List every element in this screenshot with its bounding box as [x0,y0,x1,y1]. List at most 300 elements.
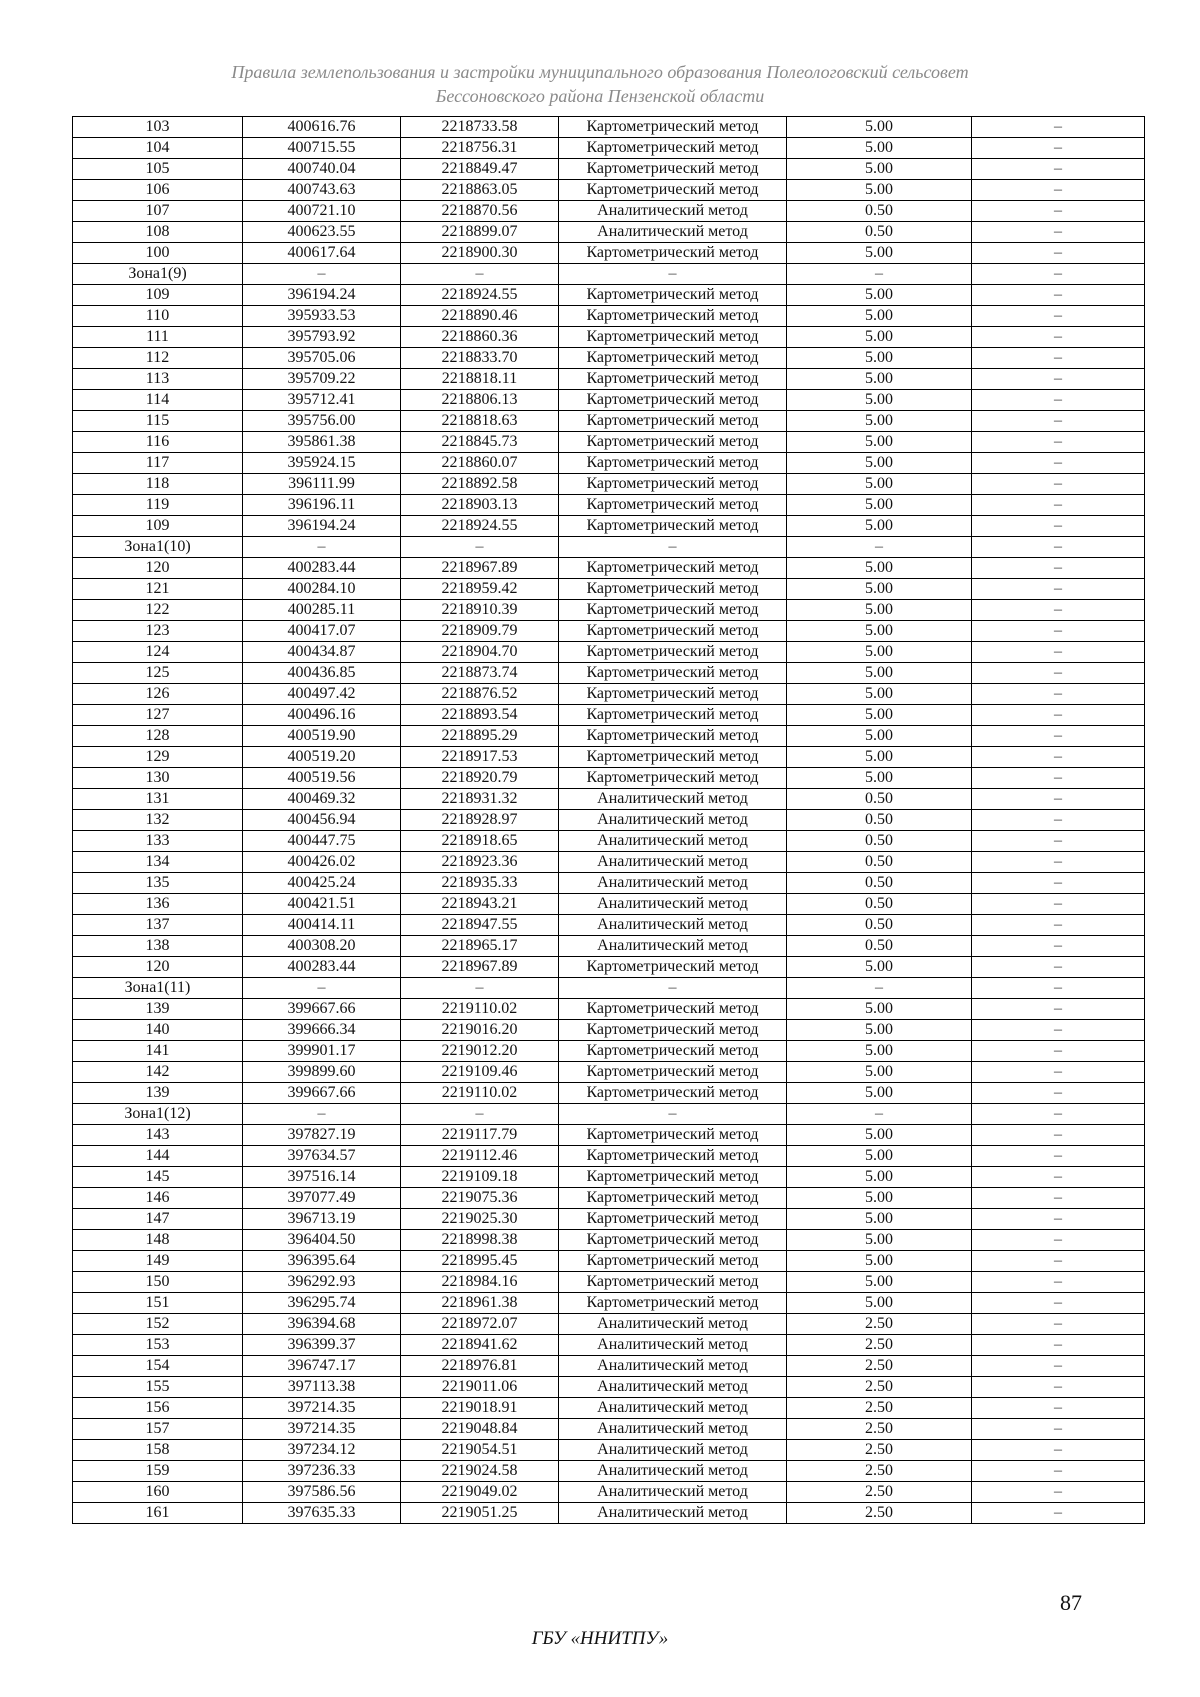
x-coordinate-cell: 399901.17 [243,1041,401,1062]
note-cell: – [972,642,1145,663]
accuracy-cell: 5.00 [787,621,972,642]
y-coordinate-cell: – [401,978,559,999]
table-row [73,1146,1145,1167]
accuracy-cell: 5.00 [787,768,972,789]
coordinates-table-body [73,117,1145,1524]
method-cell: – [559,537,787,558]
note-cell: – [972,684,1145,705]
y-coordinate-cell: 2218998.38 [401,1230,559,1251]
x-coordinate-cell: 400740.04 [243,159,401,180]
note-cell: – [972,915,1145,936]
accuracy-cell: 5.00 [787,1125,972,1146]
x-coordinate-cell: 396194.24 [243,516,401,537]
y-coordinate-cell: 2218806.13 [401,390,559,411]
point-number-cell: 142 [73,1062,243,1083]
point-number-cell: 108 [73,222,243,243]
accuracy-cell: 5.00 [787,1293,972,1314]
table-row [73,201,1145,222]
point-number-cell: Зона1(12) [73,1104,243,1125]
point-number-cell: 126 [73,684,243,705]
method-cell: Картометрический метод [559,726,787,747]
method-cell: Аналитический метод [559,1314,787,1335]
method-cell: Аналитический метод [559,1461,787,1482]
method-cell: Аналитический метод [559,789,787,810]
note-cell: – [972,726,1145,747]
accuracy-cell: 5.00 [787,1020,972,1041]
table-row [73,1503,1145,1524]
method-cell: Аналитический метод [559,1440,787,1461]
y-coordinate-cell: 2218917.53 [401,747,559,768]
zone-header-row [73,978,1145,999]
zone-header-row [73,264,1145,285]
x-coordinate-cell: 397827.19 [243,1125,401,1146]
x-coordinate-cell: 400743.63 [243,180,401,201]
table-row [73,1398,1145,1419]
x-coordinate-cell: 400414.11 [243,915,401,936]
zone-header-row [73,1104,1145,1125]
table-row [73,600,1145,621]
table-row [73,159,1145,180]
note-cell: – [972,1104,1145,1125]
note-cell: – [972,810,1145,831]
method-cell: Картометрический метод [559,1293,787,1314]
accuracy-cell: 0.50 [787,915,972,936]
point-number-cell: 150 [73,1272,243,1293]
table-row [73,789,1145,810]
x-coordinate-cell: 399666.34 [243,1020,401,1041]
point-number-cell: 132 [73,810,243,831]
note-cell: – [972,537,1145,558]
table-row [73,957,1145,978]
point-number-cell: 129 [73,747,243,768]
method-cell: Аналитический метод [559,873,787,894]
note-cell: – [972,1419,1145,1440]
table-row [73,1482,1145,1503]
y-coordinate-cell: 2218909.79 [401,621,559,642]
note-cell: – [972,1020,1145,1041]
note-cell: – [972,978,1145,999]
point-number-cell: 113 [73,369,243,390]
accuracy-cell: 5.00 [787,495,972,516]
y-coordinate-cell: 2218895.29 [401,726,559,747]
y-coordinate-cell: 2218995.45 [401,1251,559,1272]
point-number-cell: 158 [73,1440,243,1461]
method-cell: Картометрический метод [559,306,787,327]
x-coordinate-cell: – [243,537,401,558]
y-coordinate-cell: 2219075.36 [401,1188,559,1209]
table-row [73,873,1145,894]
x-coordinate-cell: 400284.10 [243,579,401,600]
table-row [73,621,1145,642]
y-coordinate-cell: 2218873.74 [401,663,559,684]
x-coordinate-cell: 400425.24 [243,873,401,894]
x-coordinate-cell: 396196.11 [243,495,401,516]
y-coordinate-cell: 2218947.55 [401,915,559,936]
note-cell: – [972,1398,1145,1419]
coordinates-table-wrapper [72,116,1144,1524]
method-cell: Аналитический метод [559,1482,787,1503]
accuracy-cell: 5.00 [787,726,972,747]
y-coordinate-cell: 2219018.91 [401,1398,559,1419]
y-coordinate-cell: 2218935.33 [401,873,559,894]
accuracy-cell: 5.00 [787,327,972,348]
y-coordinate-cell: 2219110.02 [401,999,559,1020]
table-row [73,768,1145,789]
accuracy-cell: 5.00 [787,579,972,600]
method-cell: Аналитический метод [559,915,787,936]
accuracy-cell: 2.50 [787,1335,972,1356]
accuracy-cell: 5.00 [787,705,972,726]
zone-header-row [73,537,1145,558]
note-cell: – [972,159,1145,180]
x-coordinate-cell: 400519.90 [243,726,401,747]
note-cell: – [972,1356,1145,1377]
method-cell: Картометрический метод [559,285,787,306]
note-cell: – [972,1293,1145,1314]
y-coordinate-cell: 2218972.07 [401,1314,559,1335]
y-coordinate-cell: 2218899.07 [401,222,559,243]
y-coordinate-cell: 2218931.32 [401,789,559,810]
method-cell: Картометрический метод [559,1041,787,1062]
point-number-cell: 130 [73,768,243,789]
note-cell: – [972,516,1145,537]
note-cell: – [972,1482,1145,1503]
method-cell: Картометрический метод [559,621,787,642]
note-cell: – [972,1041,1145,1062]
point-number-cell: Зона1(10) [73,537,243,558]
method-cell: Аналитический метод [559,1503,787,1524]
x-coordinate-cell: 400623.55 [243,222,401,243]
x-coordinate-cell: 399899.60 [243,1062,401,1083]
point-number-cell: 106 [73,180,243,201]
x-coordinate-cell: 400426.02 [243,852,401,873]
accuracy-cell: 0.50 [787,873,972,894]
accuracy-cell: 5.00 [787,285,972,306]
table-row [73,117,1145,138]
point-number-cell: 109 [73,516,243,537]
point-number-cell: 127 [73,705,243,726]
table-row [73,327,1145,348]
y-coordinate-cell: 2218920.79 [401,768,559,789]
point-number-cell: 103 [73,117,243,138]
x-coordinate-cell: 395712.41 [243,390,401,411]
accuracy-cell: 5.00 [787,117,972,138]
x-coordinate-cell: 396747.17 [243,1356,401,1377]
y-coordinate-cell: 2218890.46 [401,306,559,327]
accuracy-cell: 5.00 [787,684,972,705]
point-number-cell: 120 [73,957,243,978]
point-number-cell: 145 [73,1167,243,1188]
method-cell: Картометрический метод [559,705,787,726]
y-coordinate-cell: 2218904.70 [401,642,559,663]
point-number-cell: 154 [73,1356,243,1377]
note-cell: – [972,1314,1145,1335]
point-number-cell: 111 [73,327,243,348]
method-cell: Аналитический метод [559,894,787,915]
x-coordinate-cell: 400456.94 [243,810,401,831]
method-cell: Аналитический метод [559,222,787,243]
table-row [73,810,1145,831]
table-row [73,1377,1145,1398]
note-cell: – [972,495,1145,516]
point-number-cell: 121 [73,579,243,600]
accuracy-cell: 5.00 [787,453,972,474]
note-cell: – [972,117,1145,138]
point-number-cell: 122 [73,600,243,621]
method-cell: Аналитический метод [559,1419,787,1440]
y-coordinate-cell: 2218892.58 [401,474,559,495]
table-row [73,1209,1145,1230]
page-header [0,60,1200,108]
y-coordinate-cell: 2218860.07 [401,453,559,474]
point-number-cell: 125 [73,663,243,684]
accuracy-cell: 0.50 [787,201,972,222]
x-coordinate-cell: 397077.49 [243,1188,401,1209]
coordinates-table [72,116,1145,1524]
table-row [73,579,1145,600]
note-cell: – [972,1062,1145,1083]
table-row [73,1356,1145,1377]
y-coordinate-cell: 2219024.58 [401,1461,559,1482]
method-cell: Картометрический метод [559,1125,787,1146]
note-cell: – [972,1083,1145,1104]
method-cell: Картометрический метод [559,159,787,180]
y-coordinate-cell: 2218924.55 [401,285,559,306]
accuracy-cell: 5.00 [787,1272,972,1293]
method-cell: Картометрический метод [559,138,787,159]
y-coordinate-cell: 2218924.55 [401,516,559,537]
x-coordinate-cell: – [243,264,401,285]
x-coordinate-cell: 400497.42 [243,684,401,705]
y-coordinate-cell: 2218967.89 [401,957,559,978]
accuracy-cell: 5.00 [787,957,972,978]
method-cell: Картометрический метод [559,453,787,474]
note-cell: – [972,768,1145,789]
note-cell: – [972,411,1145,432]
table-row [73,1167,1145,1188]
x-coordinate-cell: 395861.38 [243,432,401,453]
table-row [73,894,1145,915]
table-row [73,1251,1145,1272]
method-cell: Картометрический метод [559,600,787,621]
point-number-cell: 135 [73,873,243,894]
x-coordinate-cell: 396399.37 [243,1335,401,1356]
note-cell: – [972,558,1145,579]
table-row [73,411,1145,432]
y-coordinate-cell: 2218733.58 [401,117,559,138]
y-coordinate-cell: 2218984.16 [401,1272,559,1293]
y-coordinate-cell: 2218818.63 [401,411,559,432]
table-row [73,1272,1145,1293]
note-cell: – [972,1440,1145,1461]
accuracy-cell: 5.00 [787,390,972,411]
point-number-cell: 140 [73,1020,243,1041]
note-cell: – [972,1125,1145,1146]
table-row [73,1335,1145,1356]
method-cell: Картометрический метод [559,642,787,663]
point-number-cell: 105 [73,159,243,180]
method-cell: Картометрический метод [559,663,787,684]
y-coordinate-cell: 2218893.54 [401,705,559,726]
method-cell: Картометрический метод [559,747,787,768]
x-coordinate-cell: 396713.19 [243,1209,401,1230]
point-number-cell: Зона1(9) [73,264,243,285]
point-number-cell: 151 [73,1293,243,1314]
method-cell: Картометрический метод [559,1020,787,1041]
method-cell: Картометрический метод [559,1167,787,1188]
note-cell: – [972,579,1145,600]
method-cell: Аналитический метод [559,1356,787,1377]
y-coordinate-cell: 2218900.30 [401,243,559,264]
method-cell: Картометрический метод [559,348,787,369]
note-cell: – [972,474,1145,495]
accuracy-cell: 2.50 [787,1356,972,1377]
point-number-cell: 153 [73,1335,243,1356]
y-coordinate-cell: 2219012.20 [401,1041,559,1062]
x-coordinate-cell: 400436.85 [243,663,401,684]
method-cell: Аналитический метод [559,201,787,222]
y-coordinate-cell: 2218818.11 [401,369,559,390]
method-cell: Картометрический метод [559,327,787,348]
accuracy-cell: 0.50 [787,894,972,915]
note-cell: – [972,306,1145,327]
y-coordinate-cell: 2218928.97 [401,810,559,831]
x-coordinate-cell: 400417.07 [243,621,401,642]
y-coordinate-cell: 2218961.38 [401,1293,559,1314]
accuracy-cell: 5.00 [787,663,972,684]
method-cell: – [559,1104,787,1125]
y-coordinate-cell: 2218849.47 [401,159,559,180]
x-coordinate-cell: 396395.64 [243,1251,401,1272]
method-cell: Картометрический метод [559,1272,787,1293]
x-coordinate-cell: 397634.57 [243,1146,401,1167]
point-number-cell: Зона1(11) [73,978,243,999]
x-coordinate-cell: 395705.06 [243,348,401,369]
point-number-cell: 124 [73,642,243,663]
x-coordinate-cell: 395933.53 [243,306,401,327]
note-cell: – [972,243,1145,264]
method-cell: Картометрический метод [559,999,787,1020]
point-number-cell: 128 [73,726,243,747]
table-row [73,453,1145,474]
table-row [73,936,1145,957]
note-cell: – [972,1188,1145,1209]
y-coordinate-cell: 2218923.36 [401,852,559,873]
y-coordinate-cell: – [401,264,559,285]
point-number-cell: 147 [73,1209,243,1230]
accuracy-cell: – [787,264,972,285]
table-row [73,348,1145,369]
point-number-cell: 100 [73,243,243,264]
table-row [73,1125,1145,1146]
accuracy-cell: 5.00 [787,1251,972,1272]
table-row [73,369,1145,390]
accuracy-cell: 2.50 [787,1482,972,1503]
note-cell: – [972,285,1145,306]
point-number-cell: 107 [73,201,243,222]
x-coordinate-cell: 396292.93 [243,1272,401,1293]
method-cell: Картометрический метод [559,243,787,264]
x-coordinate-cell: 397234.12 [243,1440,401,1461]
note-cell: – [972,432,1145,453]
y-coordinate-cell: 2218967.89 [401,558,559,579]
table-row [73,705,1145,726]
method-cell: Картометрический метод [559,579,787,600]
table-row [73,1440,1145,1461]
method-cell: Картометрический метод [559,558,787,579]
note-cell: – [972,222,1145,243]
accuracy-cell: 0.50 [787,852,972,873]
table-row [73,684,1145,705]
point-number-cell: 120 [73,558,243,579]
y-coordinate-cell: 2219051.25 [401,1503,559,1524]
accuracy-cell: 2.50 [787,1461,972,1482]
accuracy-cell: 2.50 [787,1314,972,1335]
y-coordinate-cell: 2218918.65 [401,831,559,852]
method-cell: Картометрический метод [559,390,787,411]
accuracy-cell: 5.00 [787,1230,972,1251]
y-coordinate-cell: 2218876.52 [401,684,559,705]
x-coordinate-cell: 400434.87 [243,642,401,663]
x-coordinate-cell: 400496.16 [243,705,401,726]
point-number-cell: 143 [73,1125,243,1146]
method-cell: Картометрический метод [559,369,787,390]
x-coordinate-cell: 395793.92 [243,327,401,348]
note-cell: – [972,663,1145,684]
note-cell: – [972,957,1145,978]
note-cell: – [972,201,1145,222]
method-cell: Картометрический метод [559,1062,787,1083]
method-cell: Аналитический метод [559,1335,787,1356]
x-coordinate-cell: – [243,1104,401,1125]
method-cell: – [559,264,787,285]
point-number-cell: 115 [73,411,243,432]
method-cell: Картометрический метод [559,1251,787,1272]
accuracy-cell: 5.00 [787,306,972,327]
x-coordinate-cell: 400283.44 [243,558,401,579]
note-cell: – [972,600,1145,621]
x-coordinate-cell: 400519.56 [243,768,401,789]
table-row [73,1314,1145,1335]
note-cell: – [972,747,1145,768]
x-coordinate-cell: 395924.15 [243,453,401,474]
point-number-cell: 149 [73,1251,243,1272]
method-cell: – [559,978,787,999]
note-cell: – [972,453,1145,474]
accuracy-cell: 5.00 [787,600,972,621]
table-row [73,516,1145,537]
method-cell: Картометрический метод [559,768,787,789]
y-coordinate-cell: 2218959.42 [401,579,559,600]
point-number-cell: 160 [73,1482,243,1503]
x-coordinate-cell: 397635.33 [243,1503,401,1524]
point-number-cell: 134 [73,852,243,873]
y-coordinate-cell: – [401,1104,559,1125]
table-row [73,663,1145,684]
point-number-cell: 157 [73,1419,243,1440]
accuracy-cell: 2.50 [787,1503,972,1524]
method-cell: Аналитический метод [559,810,787,831]
accuracy-cell: 5.00 [787,516,972,537]
table-row [73,1419,1145,1440]
point-number-cell: 112 [73,348,243,369]
x-coordinate-cell: 396404.50 [243,1230,401,1251]
x-coordinate-cell: 397516.14 [243,1167,401,1188]
accuracy-cell: – [787,1104,972,1125]
note-cell: – [972,1335,1145,1356]
table-row [73,999,1145,1020]
point-number-cell: 136 [73,894,243,915]
